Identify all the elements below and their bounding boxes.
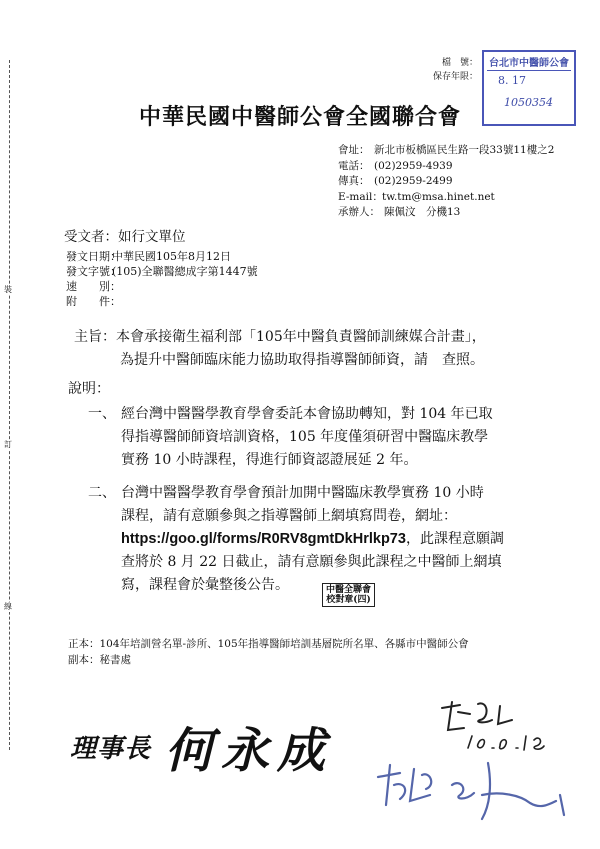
retention-label: 保存年限： [432,72,478,82]
check-seal-line-1: 中醫全聯會 [326,585,372,595]
cc-main-label: 正本： [68,638,100,650]
subject-line-2: 為提升中醫師臨床能力協助取得指導醫師師資，請 查照。 [120,352,484,368]
archive-label: 檔 號： [441,58,478,68]
dispatch-meta [66,249,258,309]
cc-copy-label: 副本： [68,654,100,666]
item-1-line-1: 經台灣中醫醫學教育學會委託本會協助轉知，對 104 年已取 [121,406,493,422]
handler-label: 承辦人： [338,206,380,218]
dispatch-date-label: 發文日期： [66,250,121,263]
item-2-line-5: 寫，課程會於彙整後公告。 [121,577,289,593]
survey-url-link[interactable]: https://goo.gl/forms/R0RV8gmtDkHrlkp73 [121,531,406,547]
chairman-name: 何永成 [165,723,334,779]
subject-line-1: 本會承接衛生福利部「105年中醫負責醫師訓練媒合計畫」， [116,329,486,345]
check-seal-line-2: 校對章(四) [326,595,371,605]
item-1-line-2: 得指導醫師師資培訓資格，105 年度僅須研習中醫臨床教學 [121,429,489,445]
stamp-date: 8. 17 [498,74,526,87]
copies [68,636,469,668]
binding-char-middle: 訂 [4,440,12,449]
item-2-line-4: 查將於 8 月 22 日截止，請有意願參與此課程之中醫師上網填 [121,554,502,570]
email-label: E-mail： [338,190,383,203]
cc-main: 104年培訓營名單-診所、105年指導醫師培訓基層院所名單、各縣市中醫師公會 [99,638,469,650]
recipient-label: 受文者： [64,229,118,245]
binding-char-top: 裝 [4,285,12,294]
handwritten-date-signature [430,690,570,755]
description-label: 說明： [68,381,110,397]
stamp-org: 台北市中醫師公會 [487,54,571,71]
speed-label: 速 別： [66,280,121,293]
fax-label: 傳真： [338,175,370,187]
item-2-line-3-suffix: ，此課程意願調 [405,531,504,547]
dispatch-number: (105)全聯醫總成字第1447號 [112,265,258,278]
handwritten-approval-signature [370,755,580,825]
binding-char-bottom: 線 [4,602,12,611]
binding-line [9,60,10,750]
item-2-line-2: 課程，請有意願參與之指導醫師上網填寫問卷，網址： [121,508,457,524]
item-2-number: 二、 [88,485,116,501]
phone-label: 電話： [338,159,370,172]
handler: 陳佩汶 分機13 [384,206,461,218]
contact-block [338,143,554,221]
email-link[interactable]: tw.tm@msa.hinet.net [382,190,495,203]
stamp-number: 1050354 [504,96,553,109]
item-1-line-3: 實務 10 小時課程，得進行師資認證展延 2 年。 [121,452,418,468]
subject-label: 主旨： [74,329,116,345]
address-label: 會址： [338,144,370,156]
item-2-line-1: 台灣中醫醫學教育學會預計加開中醫臨床教學實務 10 小時 [121,485,484,501]
dispatch-number-label: 發文字號： [66,265,121,278]
stamp-labels [430,56,478,84]
recipient [64,225,186,245]
subject [74,326,486,372]
cc-copy: 秘書處 [99,654,131,666]
attachment-label: 附 件： [66,295,121,308]
document-title: 中華民國中醫師公會全國聯合會 [138,104,461,130]
address: 新北市板橋區民生路一段33號11樓之2 [374,144,555,156]
check-seal [322,583,375,607]
recipient-value: 如行文單位 [118,229,186,245]
dispatch-date: 中華民國105年8月12日 [112,250,231,263]
item-1-number: 一、 [88,406,116,422]
chairman-title: 理事長 [70,734,152,764]
phone: (02)2959-4939 [374,159,453,172]
fax: (02)2959-2499 [374,175,453,187]
